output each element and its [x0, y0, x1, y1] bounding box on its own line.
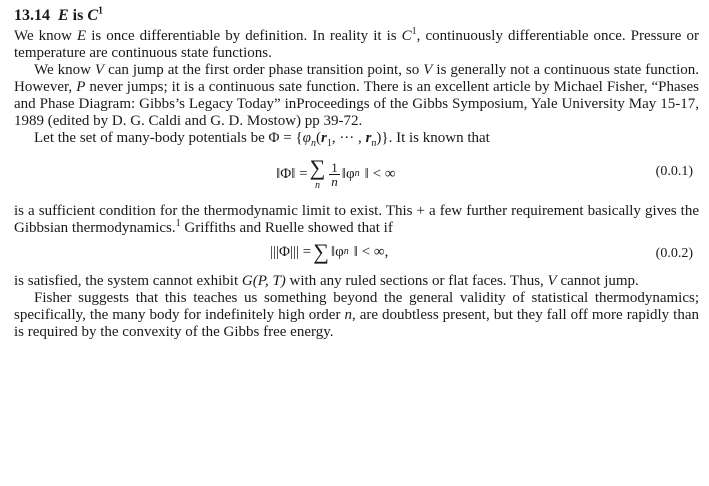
paragraph-1 — [14, 28, 699, 62]
eq1-lhs: ‖Φ‖ = — [276, 165, 308, 182]
p2-symbol-v2: V — [423, 62, 433, 78]
p6-text-a: Fisher suggests that this teaches us something beyond the general validity of statistical thermodynamics; specifically, the many body for indefinitely high order — [14, 290, 699, 323]
section-title-c: C — [87, 7, 99, 24]
section-title-sup: 1 — [98, 5, 104, 17]
p2-text-c: is generally not a continuous state function. However, — [14, 62, 699, 95]
p1-text-a: We know — [14, 28, 78, 44]
equation-1-number: (0.0.1) — [655, 164, 693, 179]
p3-symbol-phi: φ — [302, 130, 311, 146]
p6-symbol-n: n — [344, 307, 352, 323]
eq1-rhs: ‖ < ∞ — [364, 165, 396, 182]
eq2-sum — [313, 241, 329, 263]
p5-symbol-v: V — [547, 273, 557, 289]
p2-symbol-p: P — [76, 79, 86, 95]
p4-text-b: Griffiths and Ruelle showed that if — [180, 220, 393, 236]
equation-1 — [14, 153, 699, 197]
p2-text-b: can jump at the first order phase transition point, so — [104, 62, 424, 78]
p1-symbol-c: C — [401, 28, 412, 44]
p4-text-a: is a sufficient condition for the thermodynamic limit to exist. This + a few further requirement basically gives the Gibbsian thermodynamics. — [14, 203, 699, 236]
section-heading — [14, 6, 699, 26]
eq2-term: ‖φ — [330, 243, 344, 260]
p3-symbol-rn: r — [365, 130, 372, 146]
equation-2-number: (0.0.2) — [655, 246, 693, 261]
p1-symbol-e: E — [77, 28, 87, 44]
p5-text-a: is satisfied, the system cannot exhibit — [14, 273, 242, 289]
p1-symbol-sup: 1 — [411, 26, 417, 37]
p1-text-c: , continuously differentiable once. Pressure or temperature are continuous state functions. — [14, 28, 699, 61]
eq1-frac-num: 1 — [331, 159, 338, 175]
p1-text-b: is once differentiable by definition. In reality it is — [86, 28, 402, 44]
eq2-lhs: |||Φ||| = — [270, 243, 312, 260]
equation-1-body — [276, 157, 396, 191]
eq2-rhs: ‖ < ∞, — [353, 243, 389, 260]
eq2-term-sub: n — [343, 246, 349, 257]
p3-symbol-one: 1 — [326, 138, 332, 149]
equation-2-body — [270, 241, 388, 263]
section-number: 13.14 — [14, 7, 50, 24]
eq1-fraction — [329, 161, 340, 188]
paragraph-5 — [14, 273, 699, 290]
p5-text-b: with any ruled sections or flat faces. Thus, — [285, 273, 548, 289]
eq1-frac-den: n — [331, 173, 338, 189]
p3-dots: , ··· , — [331, 130, 366, 146]
p3-symbol-n2: n — [371, 138, 377, 149]
p3-text-a: Let the set of many-body potentials be Φ = { — [34, 130, 303, 146]
paragraph-2 — [14, 62, 699, 130]
p5-symbol-args: (P, T) — [252, 273, 286, 289]
paragraph-4 — [14, 203, 699, 237]
p6-text-b: , are doubtless present, but they fall off more rapidly than is required by the convexity of the Gibbs free energy. — [14, 307, 699, 340]
p3-symbol-n: n — [310, 138, 316, 149]
p2-text-d: never jumps; it is a continuous sate function. There is an excellent article by Michael Fisher, “Phases and Phase Diagram: Gibbs’s Legacy Today” inProceedings of the Gibbs Symposium, Yale University May 15-17, 1989 (edited by D. G. Caldi and G. D. Mostow) pp 39-72. — [14, 79, 700, 129]
eq2-sigma: ∑ — [313, 239, 329, 264]
p2-text-a: We know — [34, 62, 95, 78]
p3-text-b: )}. It is known that — [376, 130, 490, 146]
p2-symbol-v: V — [94, 62, 105, 78]
eq1-index: n — [314, 180, 320, 191]
p3-symbol-r1: r — [320, 130, 327, 146]
paragraph-6 — [14, 290, 699, 341]
eq1-sum — [310, 157, 326, 191]
eq1-sigma: ∑ — [309, 155, 326, 180]
footnote-marker[interactable]: 1 — [175, 218, 181, 229]
eq1-term: ‖φ — [341, 165, 355, 182]
eq1-term-sub: n — [354, 168, 360, 179]
section-title-e: E — [58, 7, 69, 24]
equation-2 — [14, 239, 699, 269]
p5-text-c: cannot jump. — [556, 273, 639, 289]
section-title-mid: is — [68, 7, 88, 24]
paragraph-3: Let the set of many-body potentials be $\Phi = \{\varphi_n(r_1$, ··· , $r_n$)}. It is known that — [34, 130, 490, 149]
p5-symbol-g: G — [241, 273, 253, 289]
